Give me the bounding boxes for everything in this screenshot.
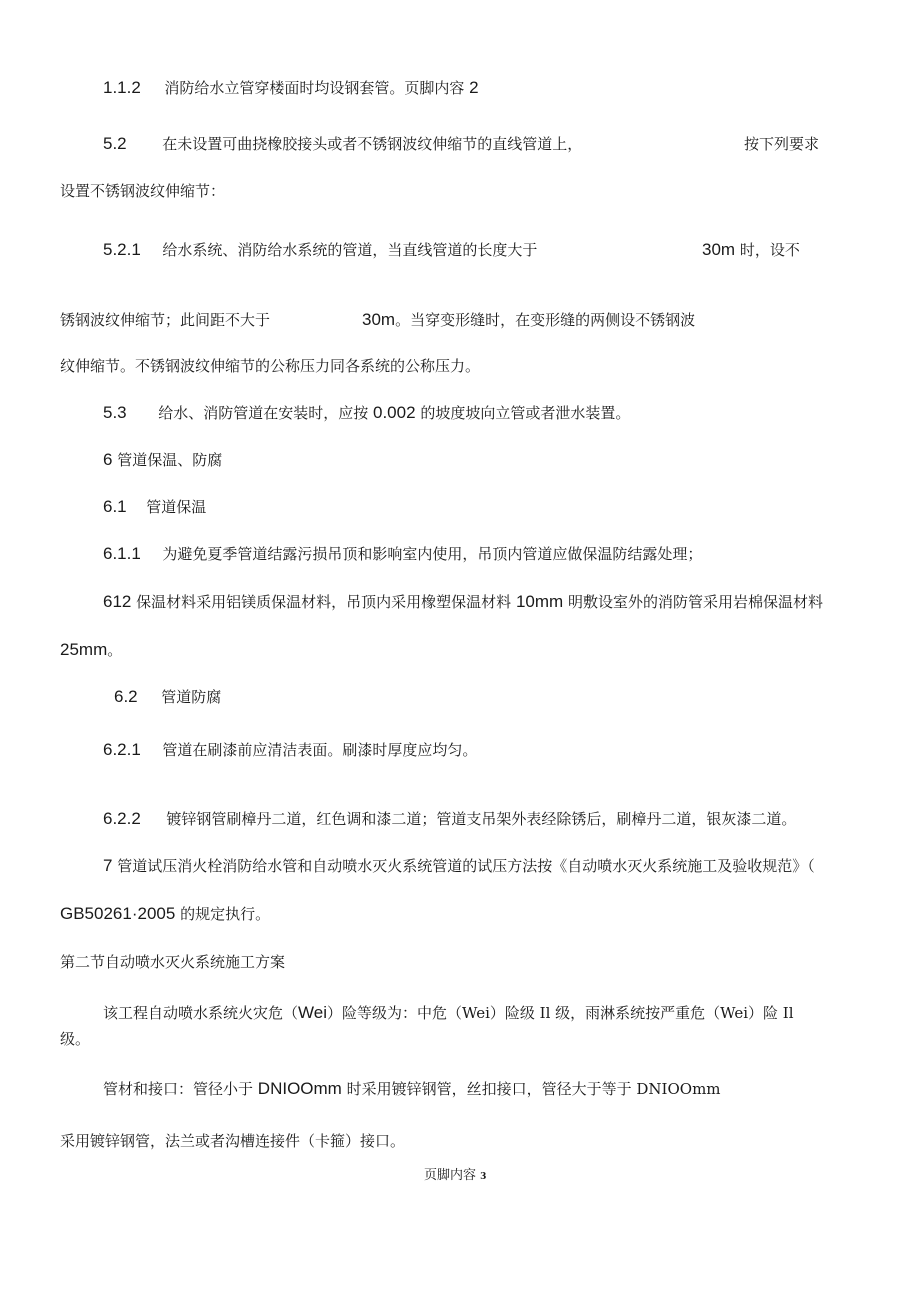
paragraph-text: 锈钢波纹伸缩节；此间距不大于 [60, 311, 271, 329]
inline-number: Wei [298, 1003, 327, 1022]
para-5-2-1 [103, 240, 537, 260]
para-6-2-1 [103, 740, 477, 760]
para-5-2-tail [744, 134, 819, 154]
section-number: 6.1.1 [103, 544, 141, 563]
inline-number: 2 [469, 78, 479, 97]
page-number: 3 [480, 1172, 487, 1182]
inline-number: 30m [362, 310, 396, 329]
inline-number: 25mm [60, 640, 108, 659]
section-number: 6.1 [103, 497, 127, 516]
para-1-1-2 [103, 78, 479, 98]
paragraph-text: 采用镀锌钢管，法兰或者沟槽连接件（卡箍）接口。 [60, 1132, 406, 1150]
para-5-3 [103, 403, 630, 423]
para-hazard-cont [60, 1029, 90, 1049]
footer-text: 页脚内容 [424, 1168, 477, 1183]
heading-text: 管道防腐 [161, 688, 222, 706]
paragraph-text: 管材和接口：管径小于 [103, 1080, 254, 1098]
section-number: 6.2.2 [103, 809, 141, 828]
para-pipe [103, 1079, 721, 1099]
para-hazard [103, 1003, 794, 1023]
section-number: 5.2 [103, 134, 127, 153]
heading-6-2 [114, 687, 221, 707]
paragraph-text: 该工程自动喷水系统火灾危（ [103, 1004, 299, 1022]
section-number: 6.2.1 [103, 740, 141, 759]
paragraph-text: 管道试压消火栓消防给水管和自动喷水灭火系统管道的试压方法按《自动喷水灭火系统施工及验收规范》（ [117, 857, 815, 875]
standard-code: GB50261·2005 [60, 904, 176, 923]
para-7 [103, 856, 815, 876]
paragraph-text: 按下列要求 [744, 135, 820, 153]
para-5-2-1-cont2 [60, 356, 480, 376]
section-number: 5.2.1 [103, 240, 141, 259]
section-number: 5.3 [103, 403, 127, 422]
paragraph-text: 为避免夏季管道结露污损吊顶和影响室内使用，吊顶内管道应做保温防结露处理； [162, 545, 703, 563]
para-5-2 [103, 134, 582, 154]
paragraph-text: 在未设置可曲挠橡胶接头或者不锈钢波纹伸缩节的直线管道上， [162, 135, 583, 153]
paragraph-text: 的坡度坡向立管或者泄水装置。 [420, 404, 631, 422]
para-5-2-1-cont [60, 310, 270, 330]
paragraph-text: 级。 [60, 1030, 91, 1048]
heading-text: 管道保温 [146, 498, 207, 516]
paragraph-text: 。 [107, 641, 123, 659]
section-number: 612 [103, 592, 132, 611]
inline-number: 30m [702, 240, 736, 259]
section-number: 7 [103, 856, 113, 875]
section-number: 6 [103, 450, 113, 469]
paragraph-text: 时采用镀锌钢管，丝扣接口，管径大于等于 DNIOOmm [346, 1080, 721, 1098]
section-number: 6.2 [114, 687, 138, 706]
heading-6 [103, 450, 222, 470]
para-6-1-1 [103, 544, 702, 564]
para-6-1-2-cont [60, 640, 122, 660]
paragraph-text: 给水、消防管道在安装时，应按 [158, 404, 369, 422]
inline-number: 0.002 [373, 403, 416, 422]
para-6-1-2 [103, 592, 823, 612]
paragraph-text: ）险等级为：中危（Wei）险级 Il 级，雨淋系统按严重危（Wei）险 Il [327, 1004, 794, 1022]
paragraph-text: 。当穿变形缝时，在变形缝的两侧设不锈钢波 [395, 311, 696, 329]
para-5-2-cont [60, 181, 225, 201]
paragraph-text: 镀锌钢管刷樟丹二道，红色调和漆二道；管道支吊架外表经除锈后，刷樟丹二道，银灰漆二道。 [166, 810, 797, 828]
paragraph-text: 保温材料采用铝镁质保温材料，吊顶内采用橡塑保温材料 [136, 593, 512, 611]
para-5-2-1-tail [702, 240, 800, 260]
paragraph-text: 纹伸缩节。不锈钢波纹伸缩节的公称压力同各系统的公称压力。 [60, 357, 481, 375]
inline-number: DNIOOmm [257, 1079, 342, 1098]
page-footer [424, 1166, 486, 1187]
para-5-2-1-cont-tail [362, 310, 695, 330]
paragraph-text: 给水系统、消防给水系统的管道，当直线管道的长度大于 [162, 241, 538, 259]
paragraph-text: 时，设不 [739, 241, 800, 259]
paragraph-text: 的规定执行。 [180, 905, 271, 923]
inline-number: 10mm [515, 592, 564, 611]
heading-6-1 [103, 497, 206, 517]
heading-text: 管道保温、防腐 [117, 451, 223, 469]
paragraph-text: 明敷设室外的消防管采用岩棉保温材料 [567, 593, 823, 611]
section-number: 1.1.2 [103, 78, 141, 97]
para-pipe-cont [60, 1131, 405, 1151]
paragraph-text: 设置不锈钢波纹伸缩节： [60, 182, 226, 200]
para-6-2-2 [103, 809, 796, 829]
section-heading [60, 952, 285, 972]
paragraph-text: 消防给水立管穿楼面时均设钢套管。页脚内容 [164, 79, 465, 97]
heading-text: 第二节自动喷水灭火系统施工方案 [60, 953, 286, 971]
paragraph-text: 管道在刷漆前应清洁表面。刷漆时厚度应均匀。 [162, 741, 478, 759]
para-7-cont [60, 904, 270, 924]
